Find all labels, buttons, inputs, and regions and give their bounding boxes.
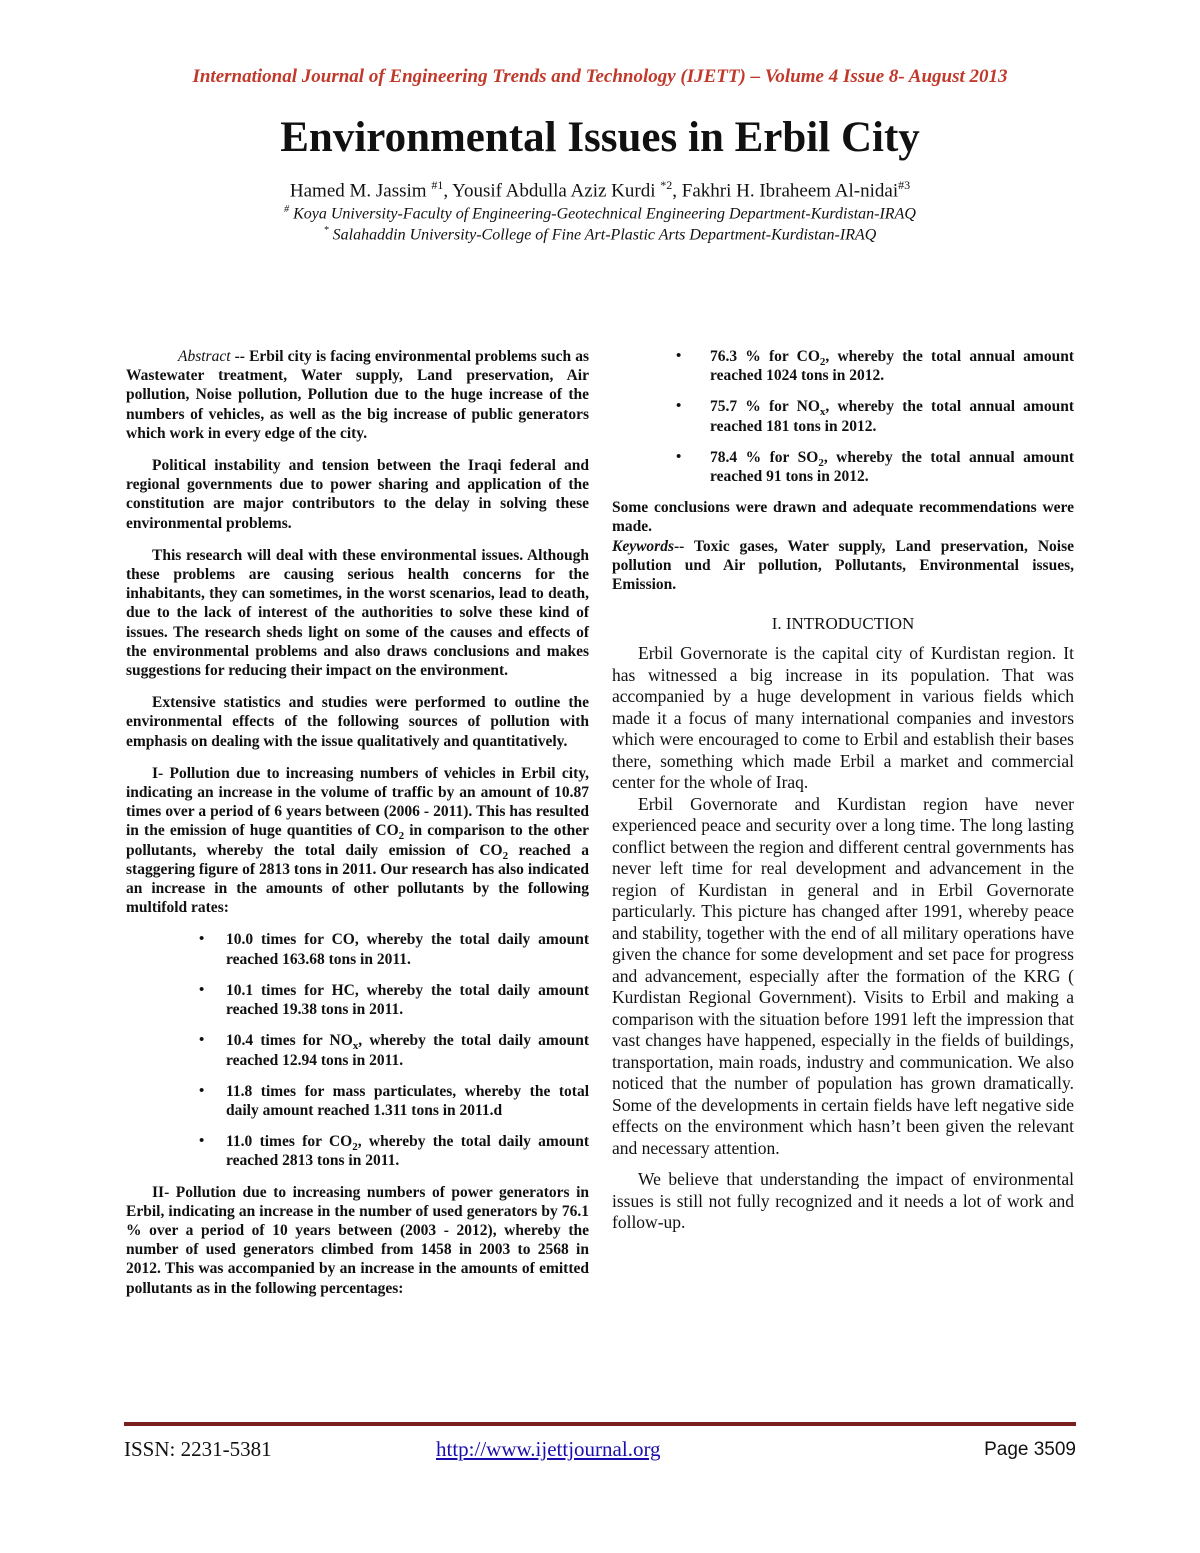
abstract-paragraph: Political instability and tension between the Iraqi federal and regional governments due to power sharing and application of the constitution are major contributors to the delay in solving these environmental problems. [126, 457, 589, 532]
list-item [612, 347, 1074, 385]
affiliation-text: Salahaddin University-College of Fine Art-Plastic Arts Department-Kurdistan-IRAQ [332, 226, 877, 244]
left-column [126, 347, 589, 1311]
keywords [612, 537, 1074, 595]
subscript: x [352, 1040, 359, 1053]
subscript: 2 [818, 456, 824, 469]
list-item-text: 76.3 % for CO [710, 348, 820, 365]
bullet-icon: • [199, 981, 205, 998]
author-line: Hamed M. Jassim $^{\#1}$, Yousif Abdulla Aziz Kurdi $^{*2}$, Fakhri H. Ibraheem Al-nidai$^{\#3}$ [289, 178, 911, 202]
text-span: reached a staggering figure of 2813 tons in 2011. Our research has also indicated an increase in the amounts of other pollutants by the following multifold rates: [126, 841, 589, 917]
list-item-text: 10.0 times for CO, whereby the total daily amount reached 163.68 tons in 2011. [226, 931, 589, 968]
list-item [126, 930, 589, 968]
affiliation [0, 204, 1200, 223]
abstract-paragraph: Extensive statistics and studies were performed to outline the environmental effects of the following sources of pollution with emphasis on dealing with the issue qualitatively and quantitatively. [126, 694, 589, 750]
list-item-text: 75.7 % for NO [710, 398, 820, 416]
subscript: x [819, 406, 826, 419]
abstract-label: Abstract [178, 348, 231, 365]
author-mark: *2 [660, 178, 673, 192]
list-item [126, 981, 589, 1019]
affiliation [0, 225, 1200, 244]
intro-paragraph: Erbil Governorate and Kurdistan region have never experienced peace and security over a long time. The long lasting conflict between the region and different central governments has never left time for real development and advancement in the region of Kurdistan in general and in Erbil Governorate particularly. This picture has changed after 1991, whereby peace and stability, together with the end of all military operations have given the chance for some development and set pace for progress and advancement, especially after the formation of the KRG ( Kurdistan Regional Government). Visits to Erbil and making a comparison with the situation before 1991 left the impression that vast changes have happened, especially in the fields of buildings, transportation, main roads, industry and communication. We also noticed that the number of population has grown dramatically. Some of the developments in certain fields have left negative side effects on the environment which hasn’t been given the relevant and necessary attention. [612, 793, 1074, 1158]
list-item-text: , whereby the total daily amount reached 2813 tons in 2011. [226, 1133, 589, 1170]
list-item-text: , whereby the total annual amount reached 1024 tons in 2012. [710, 348, 1074, 385]
conclusion-text: Some conclusions were drawn and adequate recommendations were made. [612, 499, 1074, 536]
list-item [126, 1132, 589, 1170]
subscript: 2 [819, 356, 826, 369]
author-name: Yousif Abdulla Aziz Kurdi [452, 180, 656, 202]
list-item-text: , whereby the total annual amount reached 91 tons in 2012. [710, 448, 1074, 486]
intro-paragraph: Erbil Governorate is the capital city of Kurdistan region. It has witnessed a big increase in its population. That was accompanied by a huge development in various fields which made it a focus of many international companies and investors which were encouraged to come to Erbil and establish their bases there, something which made Erbil a market and commercial center for the whole of Iraq. [612, 643, 1074, 793]
journal-url-link[interactable]: http://www.ijettjournal.org [436, 1437, 661, 1461]
text-span: in comparison to the other pollutants, whereby the total daily emission of CO [126, 822, 589, 859]
page-number: Page 3509 [984, 1439, 1076, 1460]
author-name: Hamed M. Jassim [289, 180, 427, 202]
introduction-body [612, 643, 1074, 1234]
list-item [126, 1031, 589, 1069]
list-item-text: 10.4 times for NO [226, 1032, 353, 1050]
list-item-text: , whereby the total daily amount reached 12.94 tons in 2011. [226, 1032, 589, 1069]
list-item-text: 11.0 times for CO [226, 1133, 353, 1151]
list-item [612, 448, 1074, 486]
affiliation-text: Koya University-Faculty of Engineering-Geotechnical Engineering Department-Kurdistan-IRAQ [293, 205, 916, 223]
generator-pollutant-list [612, 347, 1074, 486]
footer [124, 1437, 1076, 1467]
vehicle-pollutant-list [126, 930, 589, 1170]
abstract-paragraph: II- Pollution due to increasing numbers of power generators in Erbil, indicating an increase in the number of used generators by 76.1 % over a period of 10 years between (2003 - 2012), whereby the number of used generators climbed from 1458 in 2003 to 2568 in 2012. This was accompanied by an increase in the amounts of emitted pollutants as in the following percentages: [126, 1183, 589, 1297]
author-mark: #1 [431, 178, 444, 192]
bullet-icon: • [199, 1032, 205, 1049]
bullet-icon: • [676, 398, 682, 415]
bullet-icon: • [676, 448, 682, 465]
bullet-icon: • [199, 1133, 205, 1150]
list-item [126, 1082, 589, 1120]
abstract-paragraph [126, 347, 589, 443]
list-item-text: 78.4 % for SO [710, 448, 819, 466]
affiliation-mark: * [323, 225, 329, 236]
abstract-paragraph: This research will deal with these environmental issues. Although these problems are causing serious health concerns for the inhabitants, they can sometimes, in the worst scenarios, lead to death, due to the lack of interest of the authorities to solve these kind of issues. The research sheds light on some of the causes and effects of the environmental problems and also draws conclusions and makes suggestions for reducing their impact on the environment. [126, 546, 589, 680]
author-name: Fakhri H. Ibraheem Al-nidai [681, 180, 899, 202]
abstract-paragraph [126, 764, 589, 918]
subscript: 2 [352, 1141, 358, 1154]
issn-text: ISSN: 2231-5381 [124, 1437, 272, 1461]
author-mark: #3 [898, 178, 911, 192]
bullet-icon: • [199, 931, 205, 948]
list-item [612, 397, 1074, 435]
keywords-text: -- Toxic gases, Water supply, Land preservation, Noise pollution und Air pollution, Pollutants, Environmental issues, Emission. [612, 537, 1074, 594]
subscript: 2 [502, 849, 509, 862]
intro-paragraph: We believe that understanding the impact of environmental issues is still not fully recognized and it needs a lot of work and follow-up. [612, 1169, 1074, 1233]
affiliation-mark: # [284, 204, 290, 215]
list-item-text: 11.8 times for mass particulates, whereby the total daily amount reached 1.311 tons in 2011.d [226, 1082, 589, 1119]
section-heading-introduction: I. INTRODUCTION [771, 614, 915, 634]
list-item-text: 10.1 times for HC, whereby the total daily amount reached 19.38 tons in 2011. [226, 981, 589, 1019]
bullet-icon: • [676, 348, 682, 364]
subscript: 2 [398, 830, 405, 843]
bullet-icon: • [199, 1082, 205, 1099]
footer-rule [124, 1422, 1076, 1426]
keywords-label: Keywords [612, 537, 674, 555]
journal-header: International Journal of Engineering Trends and Technology (IJETT) – Volume 4 Issue 8- August 2013 [192, 66, 1008, 87]
right-column [612, 347, 1074, 1234]
abstract-text: -- Erbil city is facing environmental problems such as Wastewater treatment, Water supply, Land preservation, Air pollution, Noise pollution, Pollution due to the huge increase of the numbers of vehicles, as well as the big increase of public generators which work in every edge of the city. [126, 348, 589, 442]
text-span: I- Pollution due to increasing numbers of vehicles in Erbil city, indicating an increase in the volume of traffic by an amount of 10.87 times over a period of 6 years between (2006 - 2011). This has resulted in the emission of huge quantities of CO [126, 764, 589, 840]
paper-title: Environmental Issues in Erbil City [280, 114, 920, 161]
list-item-text: , whereby the total annual amount reached 181 tons in 2012. [710, 398, 1074, 435]
